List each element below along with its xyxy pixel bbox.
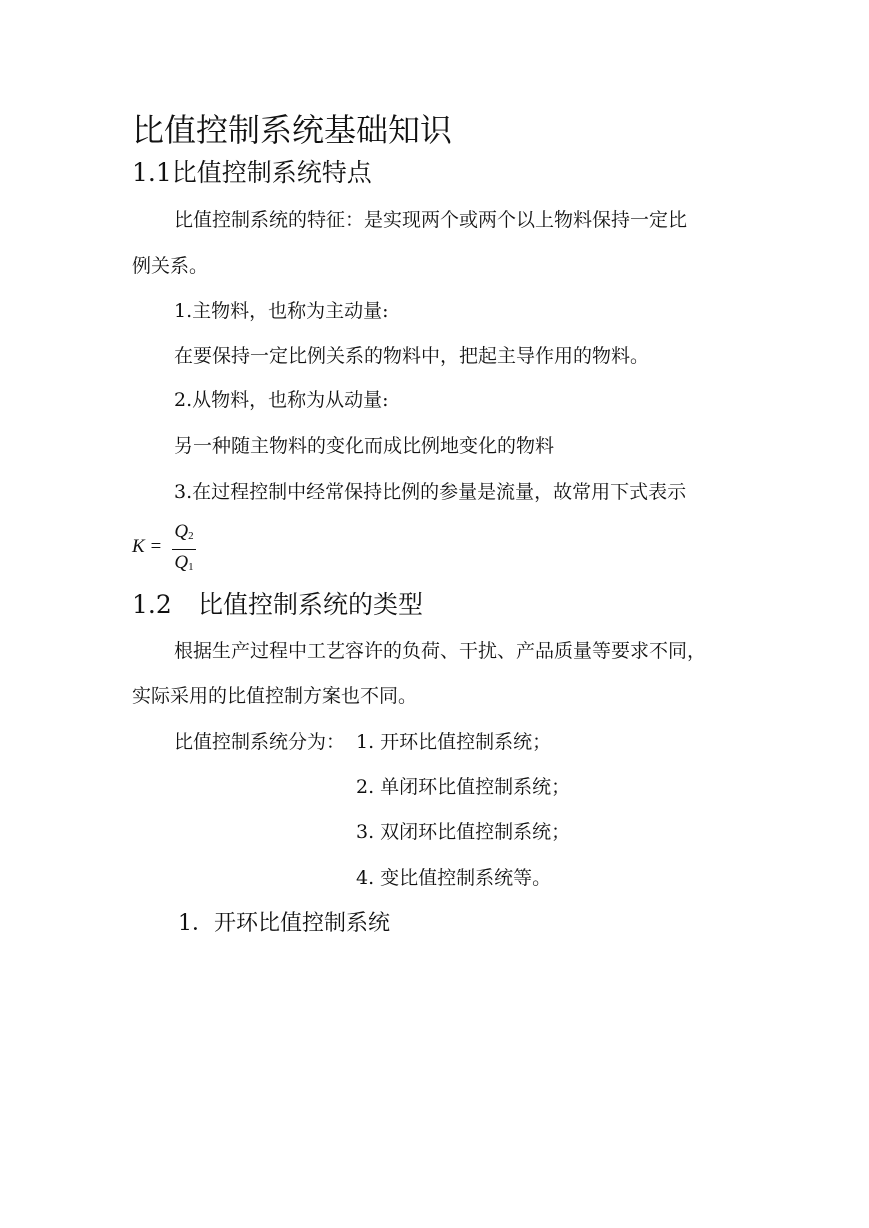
types-prefix: 比值控制系统分为：	[174, 731, 346, 753]
item-2-title: 2.从物料，也称为从动量:	[174, 389, 389, 411]
section-2-intro-line-1: 根据生产过程中工艺容许的负荷、干扰、产品质量等要求不同，	[174, 640, 707, 662]
fraction-bar	[172, 549, 196, 550]
section-1-intro-line-2: 例关系。	[132, 255, 209, 277]
type-item-1: 1. 开环比值控制系统；	[356, 731, 552, 753]
item-3-title: 3.在过程控制中经常保持比例的参量是流量，故常用下式表示	[174, 481, 687, 503]
formula-fraction	[172, 520, 196, 579]
section-1-heading	[132, 156, 372, 190]
section-2-number: 1.2	[132, 590, 172, 619]
item-1-description: 在要保持一定比例关系的物料中，把起主导作用的物料。	[174, 345, 650, 367]
section-2-title: 比值控制系统的类型	[198, 590, 424, 619]
type-item-4: 4. 变比值控制系统等。	[356, 867, 552, 889]
formula-lhs: K =	[132, 536, 163, 557]
type-item-2: 2. 单闭环比值控制系统；	[356, 776, 571, 798]
page-title: 比值控制系统基础知识	[132, 111, 453, 149]
section-1-intro-line-1: 比值控制系统的特征：是实现两个或两个以上物料保持一定比	[174, 209, 688, 231]
subsection-heading	[178, 909, 390, 939]
item-1-title: 1.主物料，也称为主动量:	[174, 300, 389, 322]
section-1-title: 比值控制系统特点	[171, 158, 372, 187]
type-item-3: 3. 双闭环比值控制系统；	[356, 821, 571, 843]
section-2-heading	[132, 588, 423, 622]
formula-denominator: $Q_1$	[174, 552, 194, 573]
item-2-description: 另一种随主物料的变化而成比例地变化的物料	[174, 435, 555, 457]
section-2-intro-line-2: 实际采用的比值控制方案也不同。	[132, 685, 418, 707]
subsection-number: 1．	[178, 911, 214, 936]
formula-numerator: $Q_2$	[174, 521, 194, 542]
section-1-number: 1.1	[132, 158, 172, 187]
subsection-title: 开环比值控制系统	[214, 911, 391, 936]
